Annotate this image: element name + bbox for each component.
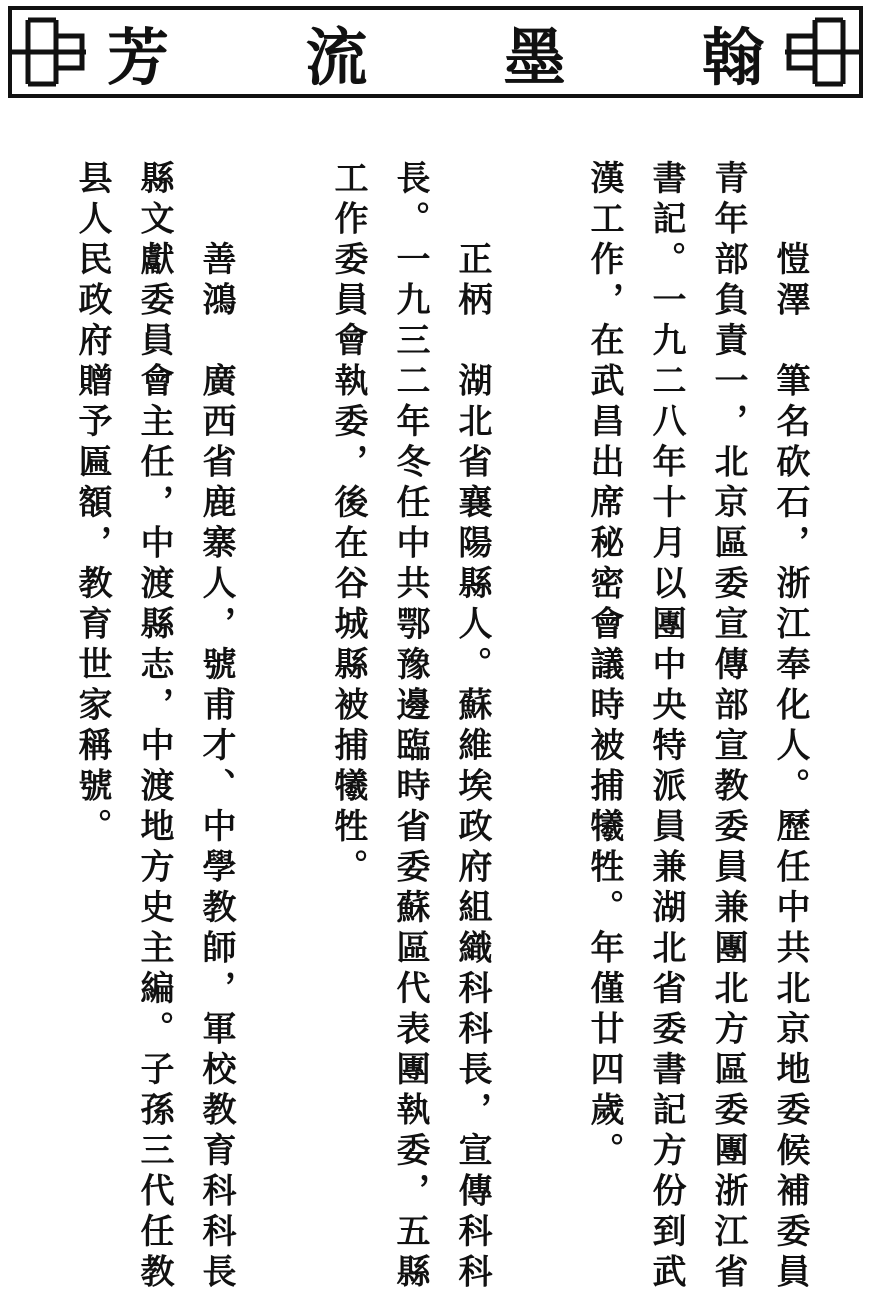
title-char-2: 流 [305, 20, 368, 94]
header-banner [8, 6, 863, 98]
title-char-3: 墨 [503, 20, 566, 94]
text-column-3: 書記。一九二八年十月以團中央特派員兼湖北省委書記方份到武 [646, 160, 686, 1294]
title-char-1: 芳 [106, 20, 169, 94]
right-lattice-ornament [785, 20, 859, 84]
text-column-1: 愷澤 筆名砍石，浙江奉化人。歷任中共北京地委候補委員 [770, 160, 810, 1294]
text-column-9: 縣文獻委員會主任，中渡縣志，中渡地方史主編。子孫三代任教 [134, 160, 174, 1294]
text-column-6: 長。一九三二年冬任中共鄂豫邊臨時省委蘇區代表團執委，五縣 [390, 160, 430, 1294]
text-column-8: 善鴻 廣西省鹿寨人，號甫才、中學教師，軍校教育科科長 [196, 160, 236, 1294]
banner-title [103, 14, 768, 94]
text-column-2: 青年部負責一，北京區委宣傳部宣教委員兼團北方區委團浙江省 [708, 160, 748, 1294]
text-column-5: 正柄 湖北省襄陽縣人。蘇維埃政府組織科科長，宣傳科科 [452, 160, 492, 1294]
text-column-4: 漢工作，在武昌出席秘密會議時被捕犧牲。年僅廿四歲。 [584, 160, 624, 1173]
text-column-7: 工作委員會執委，後在谷城縣被捕犧牲。 [328, 160, 368, 889]
title-char-4: 翰 [701, 20, 764, 94]
text-column-10: 县人民政府贈予匾額，教育世家稱號。 [72, 160, 112, 849]
left-lattice-ornament [12, 20, 86, 84]
